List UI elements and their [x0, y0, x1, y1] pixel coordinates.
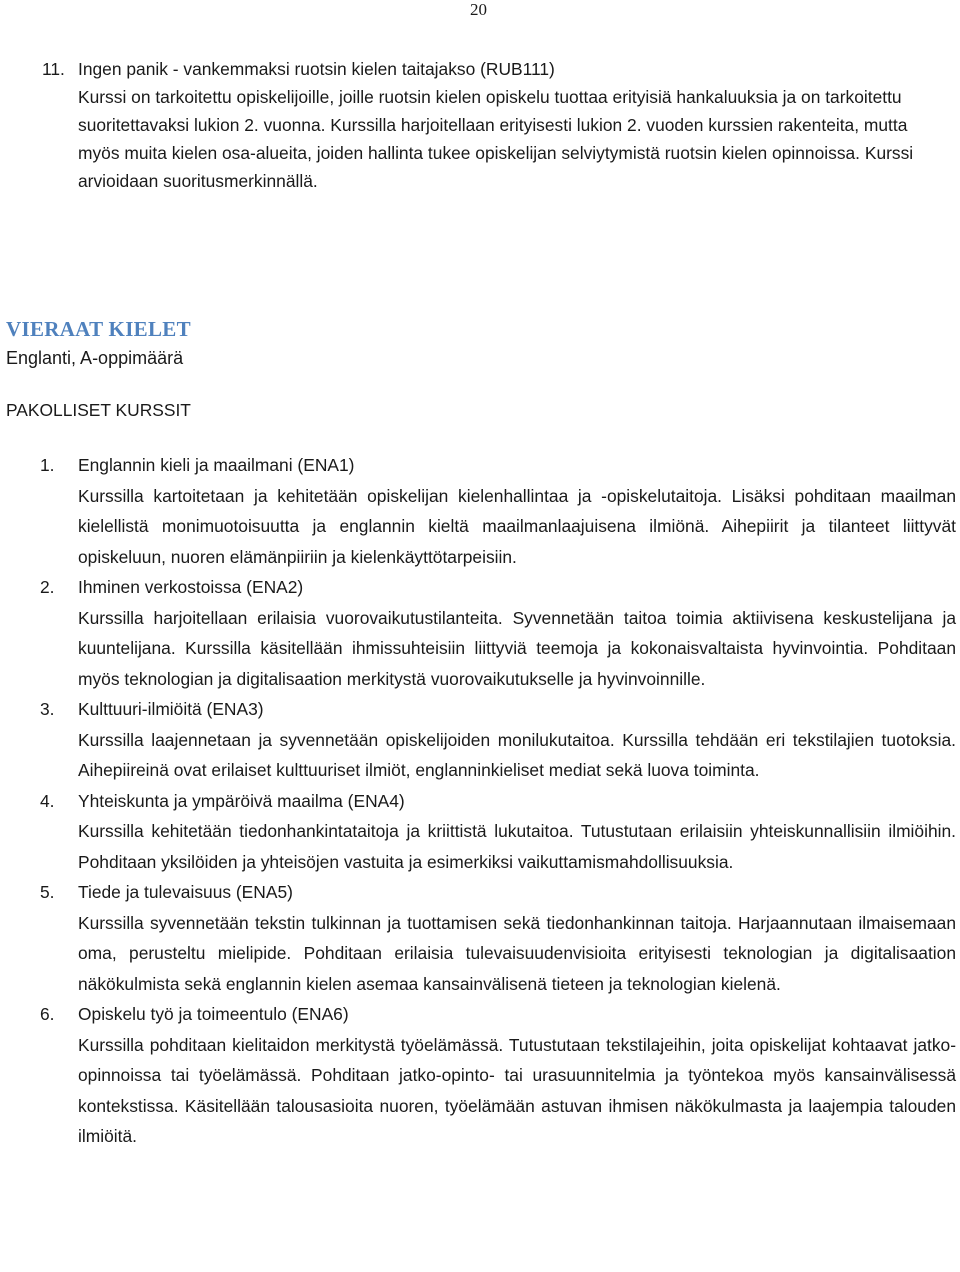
course-item-rub111 — [42, 55, 952, 195]
course-number: 6. — [40, 1004, 55, 1024]
course-description: Kurssilla kehitetään tiedonhankintataitoja ja kriittistä lukutaitoa. Tutustutaan erilaisiin yhteiskunnallisiin ilmiöihin. Pohditaan yksilöiden ja yhteisöjen vastuita ja esimerkiksi vaikuttamismahdollisuuksia. — [78, 821, 956, 872]
course-number: 3. — [40, 699, 55, 719]
course-title: Opiskelu työ ja toimeentulo (ENA6) — [78, 1004, 349, 1024]
course-title: Yhteiskunta ja ympäröivä maailma (ENA4) — [78, 790, 405, 811]
course-item-ena6 — [40, 999, 956, 1152]
course-number: 2. — [40, 577, 55, 597]
section-subtitle: Englanti, A-oppimäärä — [6, 348, 184, 368]
course-description: Kurssi on tarkoitettu opiskelijoille, joille ruotsin kielen opiskelu tuottaa erityisiä hankaluuksia ja on tarkoitettu suoritettavaksi lukion 2. vuonna. Kurssilla harjoitellaan erityisesti lukion 2. vuoden kurssien rakenteita, mutta myös muita kielen osa-alueita, joiden hallinta tukee opiskelijan selviytymistä ruotsin kielen opinnoissa. Kurssi arvioidaan suoritusmerkinnällä. — [78, 87, 914, 191]
course-item-ena2 — [40, 572, 956, 694]
course-list — [40, 450, 956, 1152]
course-item-ena3 — [40, 694, 956, 786]
course-title: Englannin kieli ja maailmani (ENA1) — [78, 455, 355, 475]
course-number: 11. — [42, 59, 65, 79]
course-title: Ingen panik - vankemmaksi ruotsin kielen taitajakso (RUB111) — [78, 59, 555, 79]
course-item-ena5 — [40, 877, 956, 999]
section-heading: VIERAAT KIELET — [6, 317, 191, 341]
course-title: Ihminen verkostoissa (ENA2) — [78, 577, 304, 597]
mandatory-courses-heading: PAKOLLISET KURSSIT — [6, 400, 191, 420]
course-item-ena4 — [40, 786, 956, 878]
page-number: 20 — [470, 0, 487, 19]
course-description: Kurssilla pohditaan kielitaidon merkitystä työelämässä. Tutustutaan tekstilajeihin, joita opiskelijat kohtaavat jatko-opinnoissa tai työelämässä. Pohditaan jatko-opinto- tai urasuunnitelmia ja työntekoa myös kansainvälisessä kontekstissa. Käsitellään talousasioita nuoren, työelämään astuvan ihmisen näkökulmasta ja laajempia talouden ilmiöitä. — [78, 1034, 956, 1146]
course-title: Tiede ja tulevaisuus (ENA5) — [78, 882, 293, 902]
course-title: Kulttuuri-ilmiöitä (ENA3) — [78, 699, 264, 719]
course-number: 5. — [40, 882, 55, 902]
course-number: 4. — [40, 790, 55, 811]
course-description: Kurssilla harjoitellaan erilaisia vuorovaikutustilanteita. Syvennetään taitoa toimia aktiivisena keskustelijana ja kuuntelijana. Kurssilla käsitellään ihmissuhteisiin liittyviä teemoja ja kokonaisvaltaista hyvinvointia. Pohditaan myös teknologian ja digitalisaation merkitystä vuorovaikutukselle ja hyvinvoinnille. — [78, 607, 956, 689]
course-number: 1. — [40, 455, 55, 475]
course-description: Kurssilla syvennetään tekstin tulkinnan ja tuottamisen sekä tiedonhankinnan taitoja. Harjaannutaan ilmaisemaan oma, perusteltu mielipide. Pohditaan erilaisia tulevaisuudenvisioita erityisesti teknologian ja digitalisaation näkökulmista sekä englannin kielen asemaa kansainvälisenä tieteen ja teknologian kielenä. — [78, 912, 956, 994]
course-description: Kurssilla laajennetaan ja syvennetään opiskelijoiden monilukutaitoa. Kurssilla tehdään eri tekstilajien tuotoksia. Aihepiireinä ovat erilaiset kulttuuriset ilmiöt, englanninkieliset mediat sekä luova toiminta. — [78, 729, 956, 780]
course-description: Kurssilla kartoitetaan ja kehitetään opiskelijan kielenhallintaa ja -opiskelutaitoja. Lisäksi pohditaan maailman kielellistä monimuotoisuutta ja englannin kieltä maailmanlaajuisena ilmiönä. Aihepiirit ja tilanteet liittyvät opiskeluun, nuoren elämänpiiriin ja kielenkäyttötarpeisiin. — [78, 485, 956, 567]
course-item-ena1 — [40, 450, 956, 572]
